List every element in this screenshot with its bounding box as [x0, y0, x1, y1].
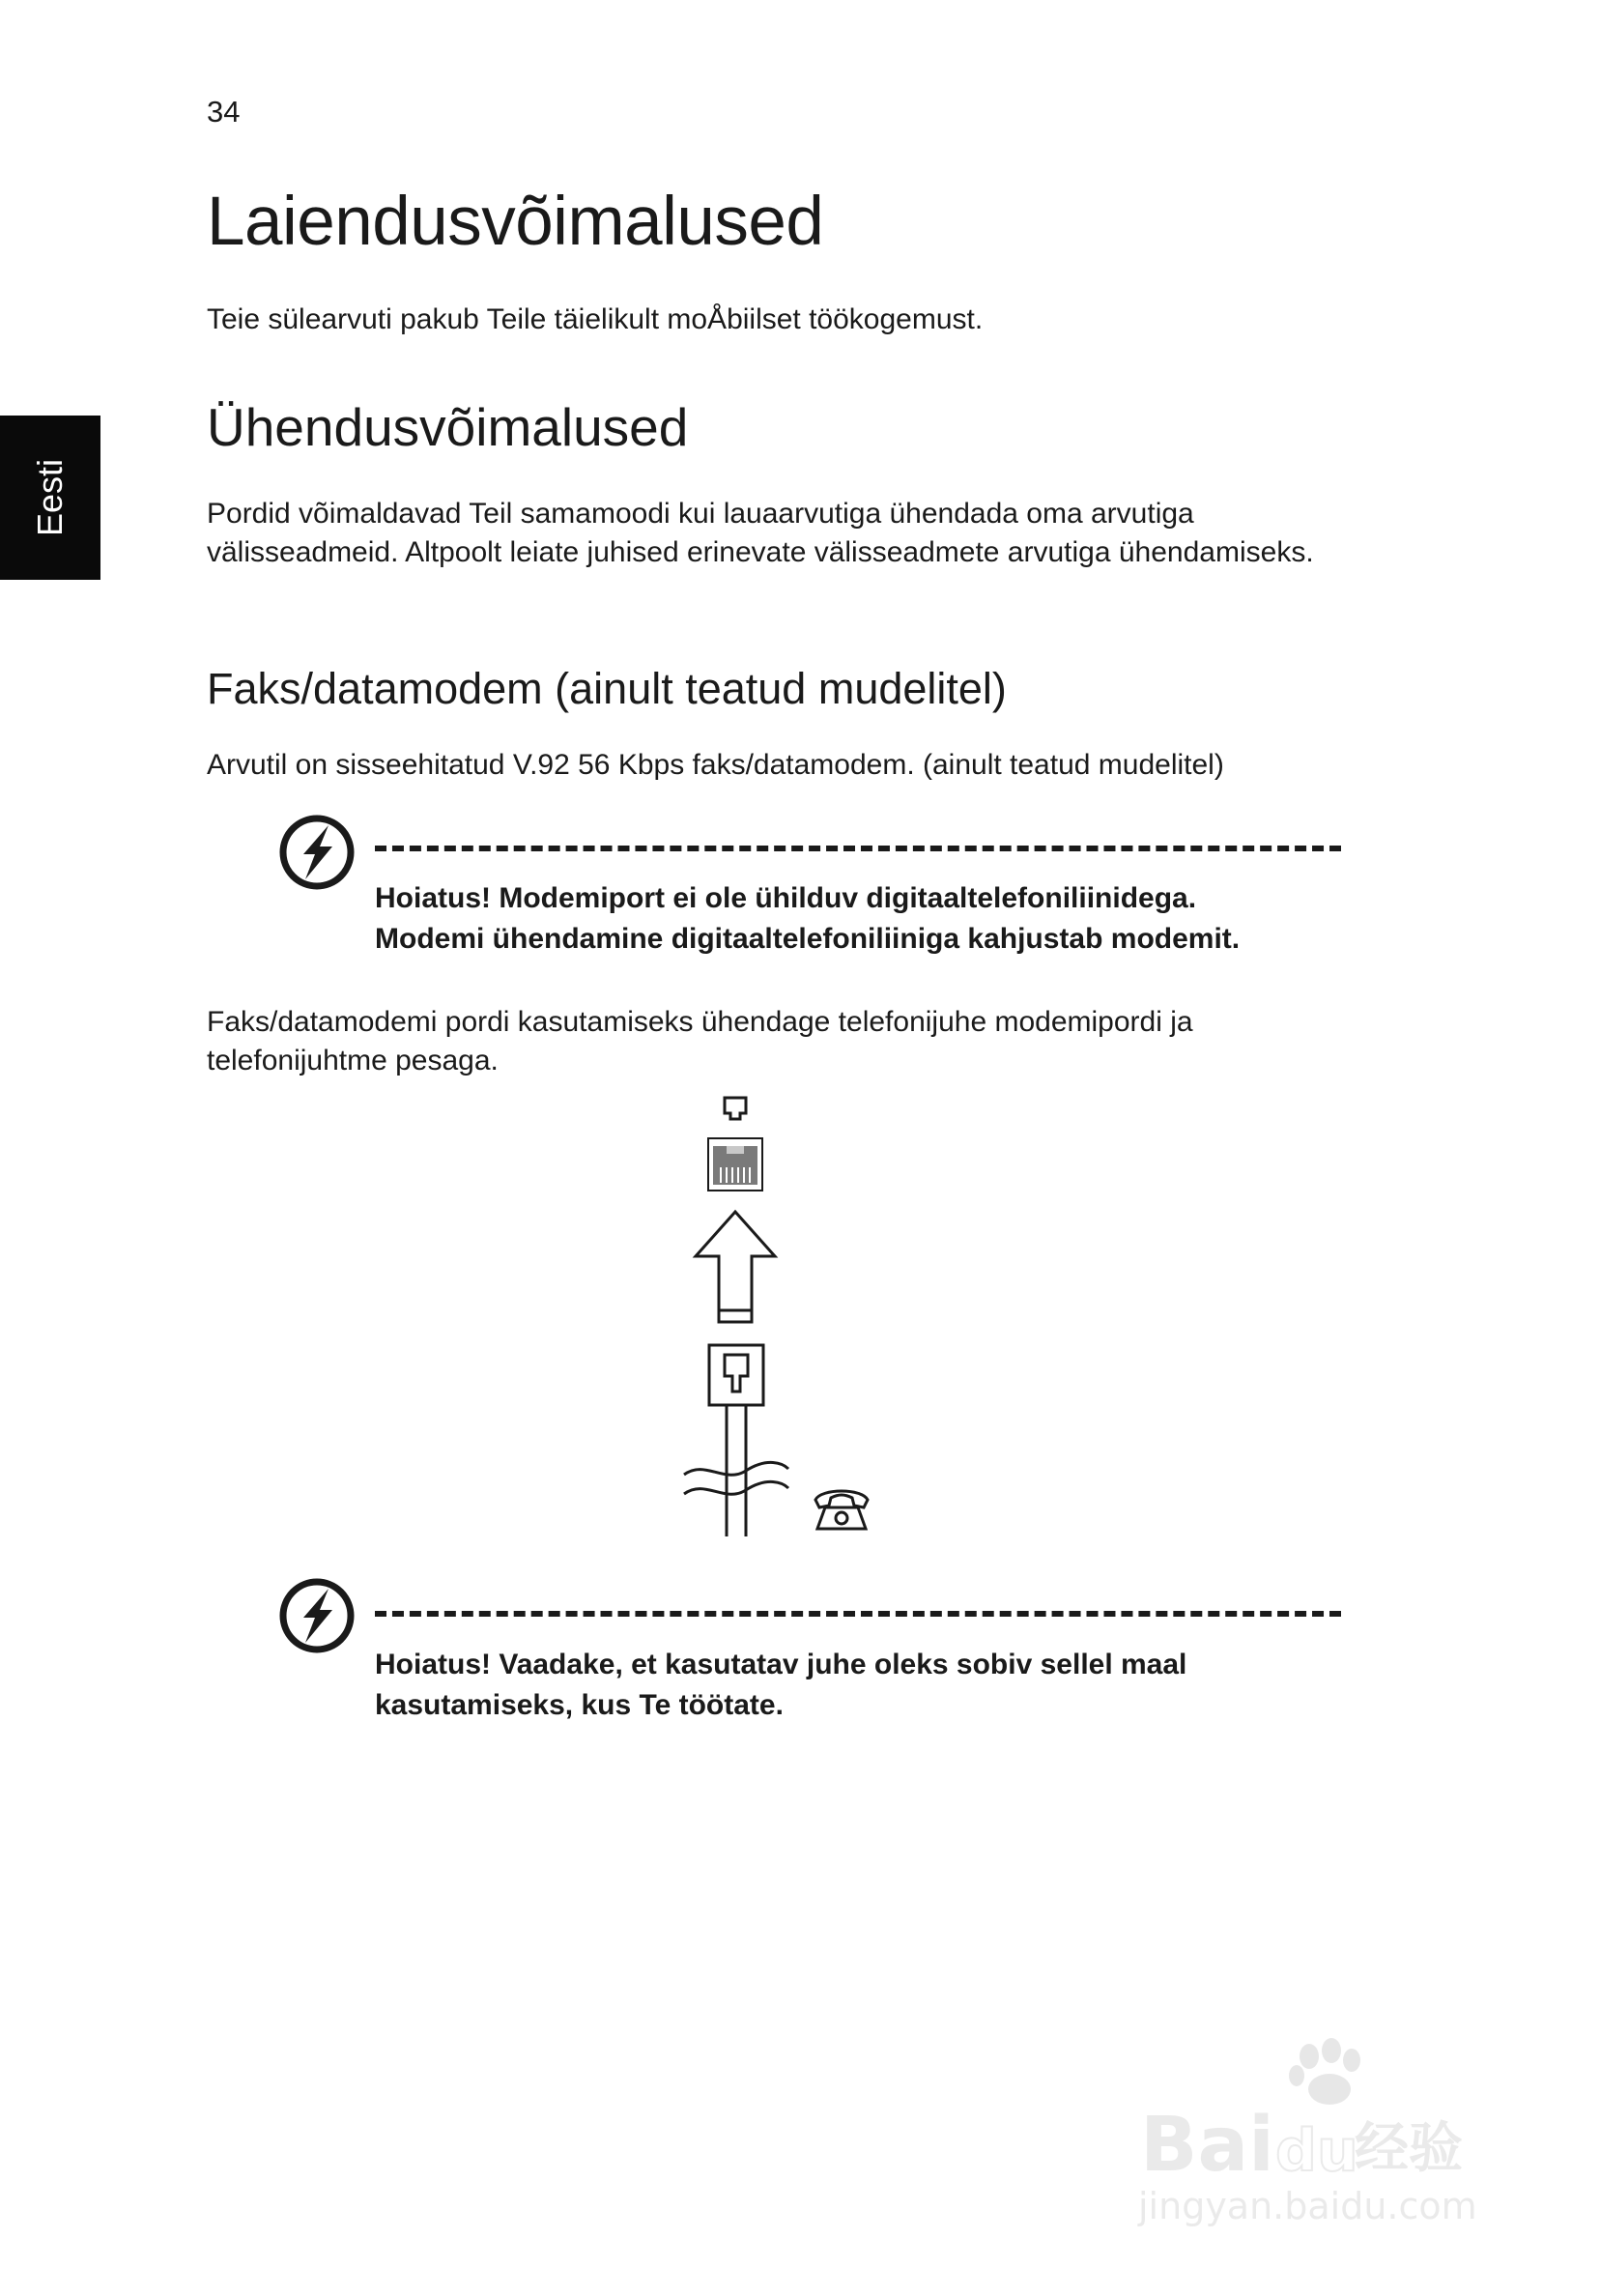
warning-icon — [278, 814, 356, 891]
page-number: 34 — [207, 95, 241, 129]
arrow-up-icon — [696, 1212, 775, 1322]
telephone-icon — [815, 1491, 868, 1529]
warning-line: Hoiatus! Vaadake, et kasutatav juhe oleks sobiv sellel maal — [375, 1649, 1187, 1680]
section-title: Ühendusvõimalused — [207, 397, 689, 457]
section-paragraph: Pordid võimaldavad Teil samamoodi kui lauaarvutiga ühendada oma arvutiga välisseadmeid. Altpoolt leiate juhised erinevate välisseadmete arvutiga ühendamiseks. — [207, 498, 1314, 568]
language-tab — [0, 416, 100, 580]
warning-text — [375, 878, 1438, 960]
intro-paragraph: Teie sülearvuti pakub Teile täielikult moÅbiilset töökogemust. — [207, 303, 984, 335]
subsection-title: Faks/datamodem (ainult teatud mudelitel) — [207, 664, 1007, 713]
svg-text:经验: 经验 — [1355, 2117, 1463, 2180]
warning-divider — [375, 846, 1341, 851]
svg-text:Bai: Bai — [1140, 2102, 1274, 2189]
warning-line: Modemi ühendamine digitaaltelefoniliiniga kahjustab modemit. — [375, 923, 1241, 955]
warning-icon — [278, 1577, 356, 1654]
svg-text:jingyan.baidu.com: jingyan.baidu.com — [1138, 2185, 1477, 2227]
language-tab-label: Eesti — [30, 458, 70, 537]
warning-line: Hoiatus! Modemiport ei ole ühilduv digitaaltelefoniliinidega. — [375, 882, 1197, 914]
modem-connection-illustration — [676, 1092, 889, 1546]
page-title: Laiendusvõimalused — [207, 184, 824, 260]
watermark-logo — [1130, 2037, 1517, 2230]
warning-divider — [375, 1611, 1341, 1617]
rj11-plug-icon — [684, 1345, 788, 1536]
subsection-paragraph: Arvutil on sisseehitatud V.92 56 Kbps faks/datamodem. (ainult teatud mudelitel) — [207, 749, 1224, 781]
instruction-paragraph: Faks/datamodemi pordi kasutamiseks ühendage telefonijuhe modemipordi ja telefonijuhtme pesaga. — [207, 1006, 1193, 1076]
warning-line: kasutamiseks, kus Te töötate. — [375, 1689, 784, 1721]
rj11-jack-icon — [708, 1138, 762, 1191]
warning-text — [375, 1645, 1438, 1726]
svg-text:du: du — [1275, 2117, 1358, 2185]
modem-port-icon — [725, 1098, 746, 1119]
